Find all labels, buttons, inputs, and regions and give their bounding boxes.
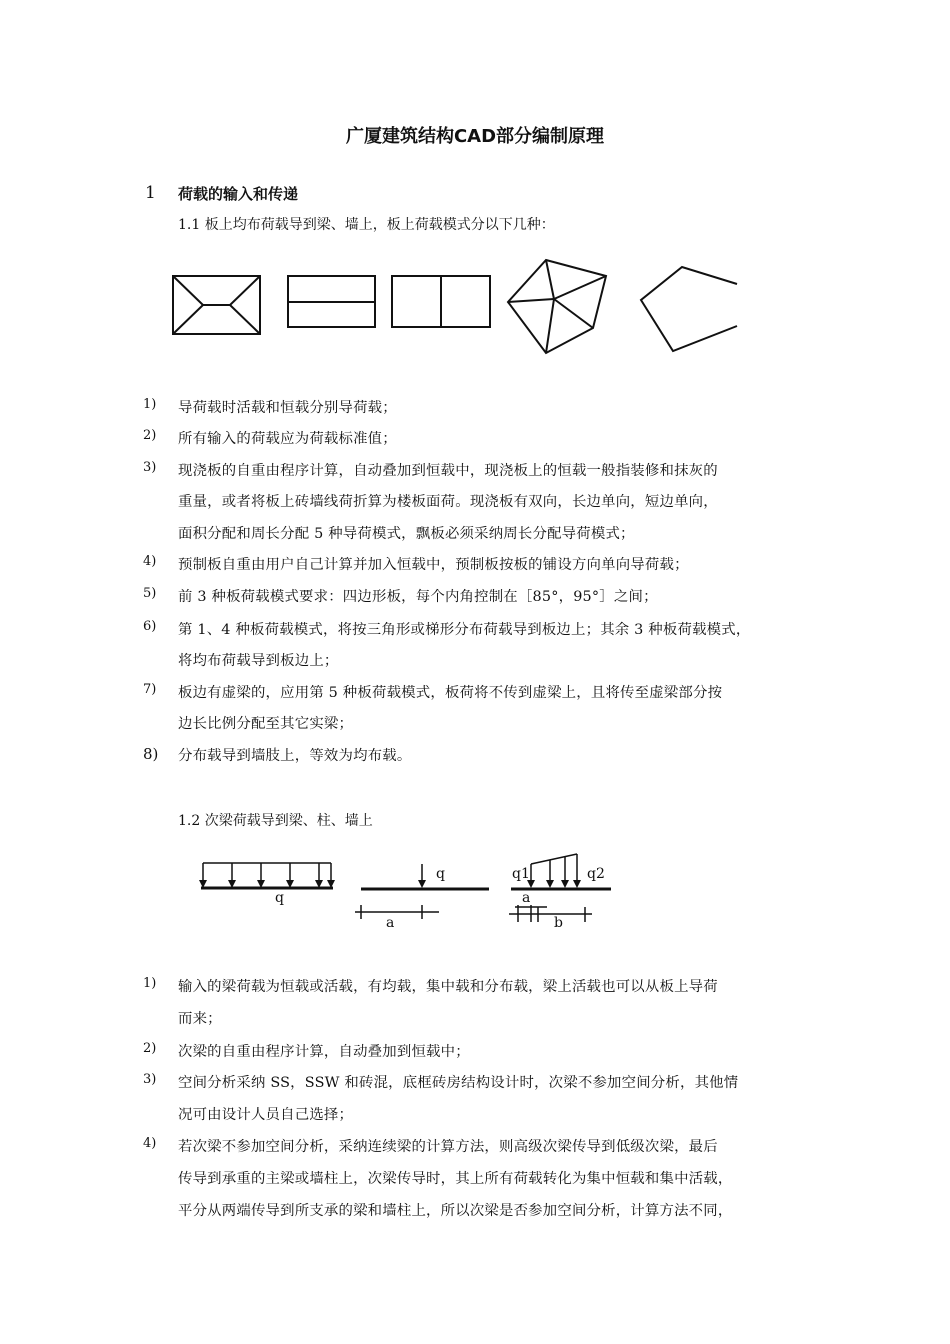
list-item-text: 传导到承重的主梁或墙柱上，次梁传导时，其上所有荷载转化为集中恒载和集中活载， — [178, 1171, 733, 1187]
list-item-text: 分布载导到墙肢上，等效为均布载。 — [178, 748, 412, 764]
list-item-text: 第 1、4 种板荷载模式，将按三角形或梯形分布荷载导到板边上；其余 3 种板荷载模式， — [178, 622, 751, 638]
distributed-length-label: b — [554, 915, 563, 931]
uniform-load — [201, 863, 333, 888]
list-item-text: 输入的梁荷载为恒载或活载，有均载，集中载和分布载，梁上活载也可以从板上导荷 — [178, 979, 718, 995]
list-item-number: 4) — [143, 1136, 157, 1151]
list-item-text: 重量，或者将板上砖墙线荷折算为楼板面荷。现浇板有双向，长边单向，短边单向， — [178, 494, 718, 511]
beam-load-diagram — [195, 850, 625, 935]
list-item-text: 前 3 种板荷载模式要求：四边形板，每个内角控制在［85°，95°］之间； — [178, 589, 658, 605]
list-item-text: 边长比例分配至其它实梁； — [178, 716, 354, 733]
list-item-text: 空间分析采纳 SS，SSW 和砖混，底框砖房结构设计时，次梁不参加空间分析，其他情 — [178, 1075, 739, 1091]
list-item-number: 1) — [143, 976, 157, 991]
list-item-text: 面积分配和周长分配 5 种导荷模式，飘板必须采纳周长分配导荷模式； — [178, 525, 635, 542]
list-item-number: 8) — [143, 745, 159, 763]
list-item-text: 导荷载时活载和恒载分别导荷载； — [178, 400, 397, 416]
distributed-end-label: q2 — [587, 866, 605, 882]
list-item-number: 2) — [143, 1041, 157, 1056]
list-item-text: 而来； — [178, 1011, 222, 1027]
distributed-offset-label: a — [522, 890, 531, 906]
list-item-number: 3) — [143, 1072, 157, 1087]
distributed-start-label: q1 — [512, 866, 530, 882]
subsection-1-1: 1.1 板上均布荷载导到梁、墙上，板上荷载模式分以下几种： — [178, 217, 555, 233]
slab-mode-5 — [641, 267, 737, 351]
uniform-load-label: q — [275, 890, 284, 906]
list-item-number: 1) — [143, 397, 157, 412]
list-item-number: 3) — [143, 460, 157, 475]
list-item-text: 若次梁不参加空间分析，采纳连续梁的计算方法，则高级次梁传导到低级次梁，最后 — [178, 1139, 718, 1155]
list-item-number: 7) — [143, 682, 157, 697]
list-item-text: 将均布荷载导到板边上； — [178, 653, 339, 670]
concentrated-load — [355, 864, 489, 919]
list-item-text: 板边有虚梁的，应用第 5 种板荷载模式，板荷将不传到虚梁上，且将传至虚梁部分按 — [178, 685, 723, 701]
subsection-1-2: 1.2 次梁荷载导到梁、柱、墙上 — [178, 813, 373, 829]
distributed-load — [509, 854, 611, 922]
list-item-text: 次梁的自重由程序计算，自动叠加到恒载中； — [178, 1044, 470, 1060]
list-item-text: 预制板自重由用户自己计算并加入恒载中，预制板按板的铺设方向单向导荷载； — [178, 557, 689, 573]
list-item-text: 况可由设计人员自己选择； — [178, 1107, 354, 1123]
slab-mode-3 — [392, 276, 490, 327]
page-title: 广厦建筑结构CAD部分编制原理 — [345, 126, 605, 147]
slab-load-modes-diagram — [165, 252, 745, 362]
list-item-number: 5) — [143, 586, 157, 601]
list-item-text: 所有输入的荷载应为荷载标准值； — [178, 431, 397, 447]
list-item-text: 平分从两端传导到所支承的梁和墙柱上，所以次梁是否参加空间分析，计算方法不同， — [178, 1203, 733, 1219]
slab-mode-1 — [173, 276, 260, 334]
list-item-number: 2) — [143, 428, 157, 443]
section-heading: 荷载的输入和传递 — [178, 185, 299, 203]
list-item-text: 现浇板的自重由程序计算，自动叠加到恒载中，现浇板上的恒载一般指装修和抹灰的 — [178, 463, 718, 479]
slab-mode-4 — [508, 260, 606, 353]
slab-mode-2 — [288, 276, 375, 327]
concentrated-distance-label: a — [386, 915, 395, 931]
concentrated-load-label: q — [436, 866, 445, 882]
list-item-number: 4) — [143, 554, 157, 569]
section-number: 1 — [145, 183, 156, 203]
list-item-number: 6) — [143, 619, 157, 634]
